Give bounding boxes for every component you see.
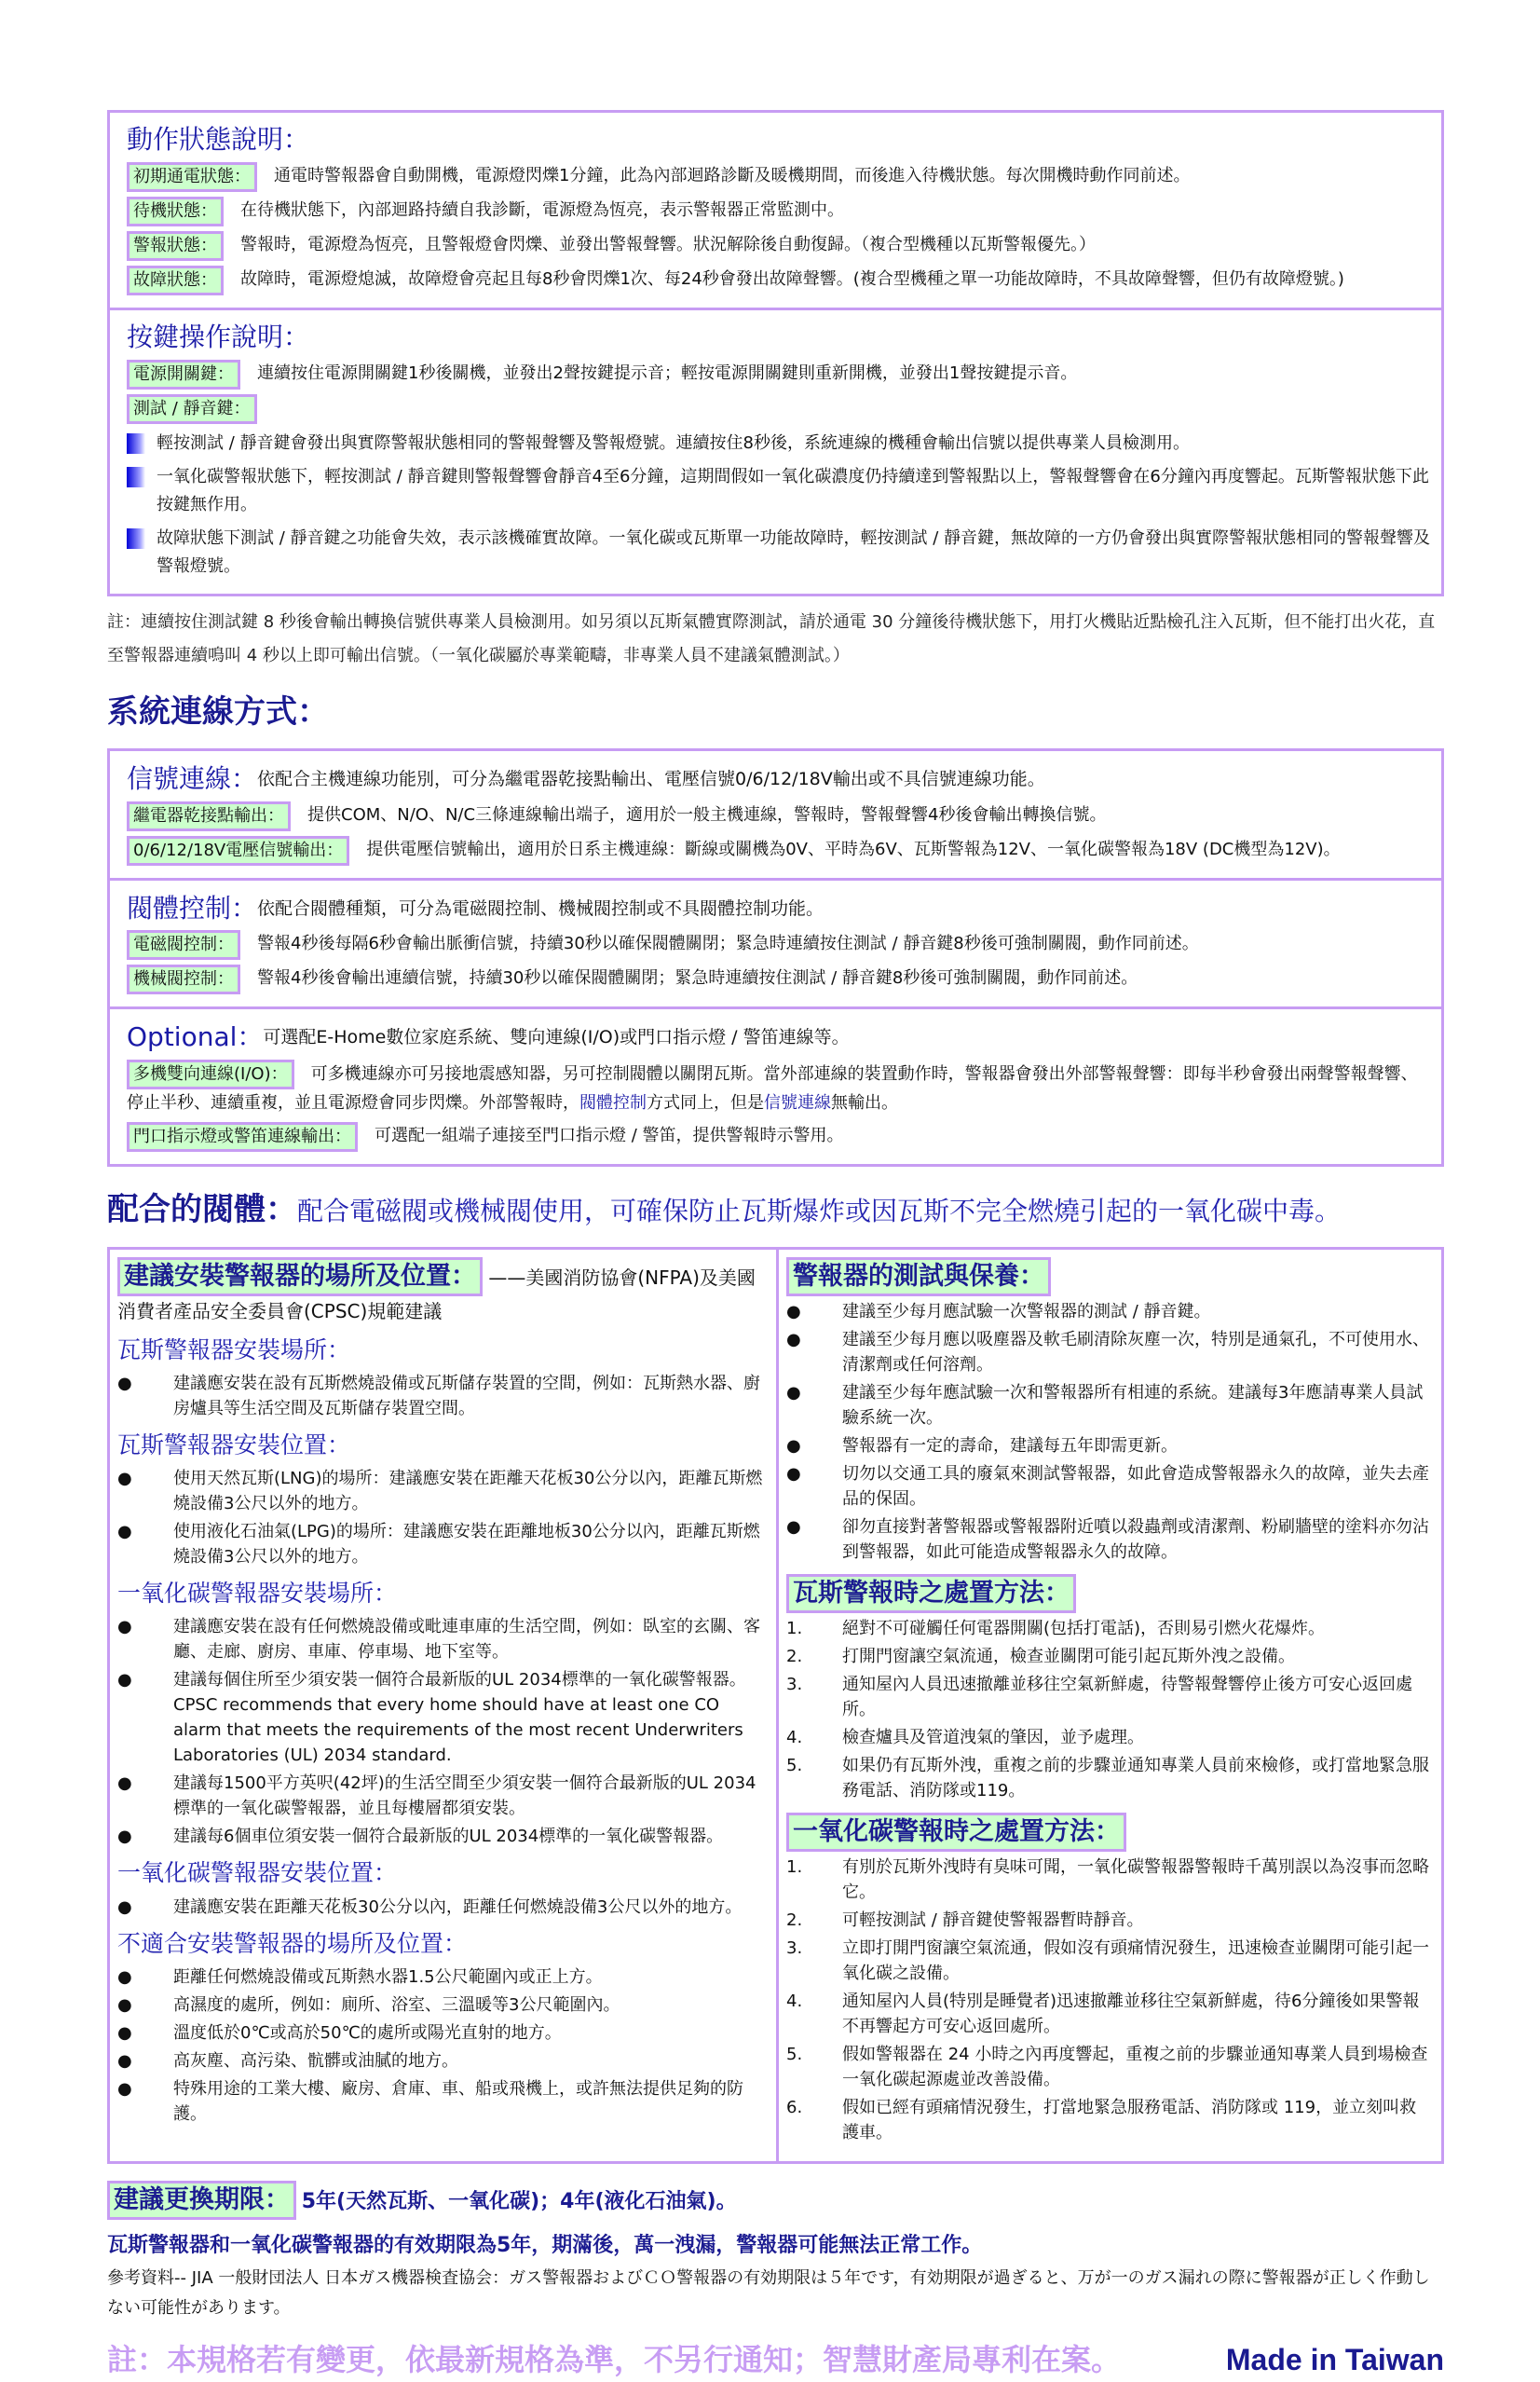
item-text: 建議應安裝在設有任何燃燒設備或毗連車庫的生活空間，例如：臥室的玄關、客廳、走廊、廚房、車庫、停車場、地下室等。 [173, 1617, 760, 1663]
list-item [786, 1327, 1432, 1377]
label-row [127, 231, 1430, 261]
list-item [117, 1964, 767, 1990]
item-text: 特殊用途的工業大樓、廠房、倉庫、車、船或飛機上，或許無法提供足夠的防護。 [173, 2078, 743, 2124]
test-key-label: 測試 / 靜音鍵： [127, 394, 257, 424]
item-text: 建議至少每年應試驗一次和警報器所有相連的系統。建議每3年應請專業人員試驗系統一次。 [842, 1382, 1424, 1428]
item-text: 有別於瓦斯外洩時有臭味可聞，一氧化碳警報器警報時千萬別誤以為沒事而忽略它。 [842, 1856, 1429, 1902]
bullet-icon: ● [117, 1966, 132, 1987]
install-title: 建議安裝警報器的場所及位置： [117, 1257, 483, 1296]
item-number: 5. [786, 2044, 803, 2064]
bullet-text: 輕按測試 / 靜音鍵會發出與實際警報狀態相同的警報聲響及警報燈號。連續按住8秒後，系統連線的機種會輸出信號以提供專業人員檢測用。 [157, 432, 1190, 453]
bullet-icon: ● [117, 1670, 132, 1691]
key-bullet [127, 430, 1430, 458]
bullet-icon: ● [117, 1617, 132, 1637]
item-text: 建議每6個車位須安裝一個符合最新版的UL 2034標準的一氧化碳警報器。 [173, 1827, 724, 1847]
list-item [786, 1725, 1432, 1750]
bullet-icon: ● [786, 1435, 801, 1456]
row-text: 通電時警報器會自動開機，電源燈閃爍1分鐘，此為內部迴路診斷及暖機期間，而後進入待機狀態。每次開機時動作同前述。 [274, 165, 1191, 185]
item-text: 假如已經有頭痛情況發生，打當地緊急服務電話、消防隊或 119，並立刻叫救護車。 [842, 2097, 1417, 2142]
install-subtitle: 瓦斯警報器安裝位置： [117, 1431, 351, 1458]
bullet-icon: ● [117, 1522, 132, 1542]
install-source: ——美國消防協會(NFPA)及美國消費者產品安全委員會(CPSC)規範建議 [117, 1266, 756, 1322]
list-item [786, 1672, 1432, 1722]
item-text: 檢查爐具及管道洩氣的肇因，並予處理。 [842, 1727, 1144, 1747]
list-item [786, 1936, 1432, 1986]
item-text: 建議應安裝在距離天花板30公分以內，距離任何燃燒設備3公尺以外的地方。 [173, 1896, 743, 1917]
item-text: 建議應安裝在設有瓦斯燃燒設備或瓦斯儲存裝置的空間，例如：瓦斯熱水器、廚房爐具等生活空間及瓦斯儲存裝置空間。 [173, 1373, 760, 1418]
bullet-icon: ● [117, 1773, 132, 1794]
valve-match-text: 配合電磁閥或機械閥使用，可確保防止瓦斯爆炸或因瓦斯不完全燃燒引起的一氧化碳中毒。 [297, 1196, 1342, 1227]
bullet-icon: ● [117, 1994, 132, 2015]
item-text: 建議每1500平方英呎(42坪)的生活空間至少須安裝一個符合最新版的UL 2034標準的一氧化碳警報器，並且每樓層都須安裝。 [173, 1773, 756, 1819]
valve-match [107, 1187, 1444, 1233]
bullet-icon: ● [117, 2022, 132, 2043]
reference-text: 參考資料-- JIA 一般財団法人 日本ガス機器検査協会：ガス警報器およびＣＯ警報器の有効期限は５年です，有効期限が過ぎると、万が一のガス漏れの際に警報器が正しく作動しない可能性があります。 [107, 2268, 1430, 2319]
operation-box [107, 110, 1444, 596]
label-row [127, 836, 1430, 866]
item-text: 絕對不可碰觸任何電器開關(包括打電話)，否則易引燃火花爆炸。 [842, 1618, 1326, 1638]
list-item [786, 1989, 1432, 2039]
list-item [786, 1644, 1432, 1669]
row-text: 警報時，電源燈為恆亮，且警報燈會閃爍、並發出警報聲響。狀況解除後自動復歸。（複合型機種以瓦斯警報優先。） [240, 234, 1096, 254]
valve-title: 閥體控制： [127, 892, 258, 924]
square-bullet-icon [127, 528, 145, 549]
item-text: 卻勿直接對著警報器或警報器附近噴以殺蟲劑或清潔劑、粉刷牆壁的塗料亦勿沾到警報器，如此可能造成警報器永久的故障。 [842, 1516, 1429, 1562]
key-bullet [127, 463, 1430, 519]
multi-text-3: 無輸出。 [831, 1093, 898, 1114]
row-label: 初期通電狀態： [127, 162, 257, 192]
item-text: 使用天然瓦斯(LNG)的場所：建議應安裝在距離天花板30公分以內，距離瓦斯燃燒設備3公尺以外的地方。 [173, 1469, 763, 1514]
row-label: 電磁閥控制： [127, 930, 240, 960]
item-text: 高濕度的處所，例如：廁所、浴室、三溫暖等3公尺範圍內。 [173, 1994, 620, 2015]
list-item [786, 1616, 1432, 1641]
item-number: 5. [786, 1755, 803, 1775]
bullet-icon: ● [786, 1382, 801, 1403]
bullet-icon: ● [786, 1329, 801, 1349]
list-item [117, 1614, 767, 1664]
bullet-icon: ● [117, 1373, 132, 1393]
list-item [117, 1466, 767, 1516]
row-label: 0/6/12/18V電壓信號輸出： [127, 836, 349, 866]
row-text: 故障時，電源燈熄滅，故障燈會亮起且每8秒會閃爍1次、每24秒會發出故障聲響。(複合型機種之單一功能故障時，不具故障聲響，但仍有故障燈號。) [240, 268, 1344, 289]
signal-intro: 依配合主機連線功能別，可分為繼電器乾接點輸出、電壓信號0/6/12/18V輸出或不具信號連線功能。 [257, 768, 1045, 789]
valve-intro: 依配合閥體種類，可分為電磁閥控制、機械閥控制或不具閥體控制功能。 [257, 897, 825, 919]
label-row [127, 266, 1430, 295]
multi-text: 可多機連線亦可另接地震感知器，另可控制閥體以關閉瓦斯。當外部連線的裝置動作時，警報器會發出外部警報聲響：即每半秒會發出兩聲警報聲響、停止半秒、連續重複，並且電源燈會同步閃爍。外部警報時， [127, 1064, 1418, 1114]
list-item [117, 1519, 767, 1569]
spec-page [107, 110, 1444, 2382]
row-text: 警報4秒後每隔6秒會輸出脈衝信號，持續30秒以確保閥體關閉；緊急時連續按住測試 / 靜音鍵8秒後可強制關閥，動作同前述。 [257, 934, 1199, 954]
item-text: 高灰塵、高污染、骯髒或油膩的地方。 [173, 2050, 458, 2071]
system-title: 系統連線方式： [107, 692, 329, 731]
made-in-taiwan: Made in Taiwan [1225, 2343, 1444, 2377]
key-bullet [127, 525, 1430, 581]
list-item [786, 1461, 1432, 1512]
list-item [786, 2095, 1432, 2145]
list-item [786, 1514, 1432, 1565]
replace-label: 建議更換期限： [107, 2181, 296, 2220]
list-item [117, 1895, 767, 1920]
item-text: 建議至少每月應以吸塵器及軟毛刷清除灰塵一次，特別是通氣孔，不可使用水、清潔劑或任何溶劑。 [842, 1329, 1429, 1375]
item-text: 打開門窗讓空氣流通，檢查並關閉可能引起瓦斯外洩之設備。 [842, 1646, 1295, 1666]
row-label: 繼電器乾接點輸出： [127, 801, 291, 831]
item-number: 1. [786, 1856, 803, 1877]
label-row [127, 930, 1430, 960]
row-text: 提供電壓信號輸出，適用於日系主機連線：斷線或關機為0V、平時為6V、瓦斯警報為12V、一氧化碳警報為18V (DC機型為12V)。 [366, 839, 1341, 859]
replace-text: 5年(天然瓦斯、一氧化碳)；4年(液化石油氣)。 [301, 2189, 737, 2213]
item-number: 6. [786, 2097, 803, 2117]
item-number: 1. [786, 1618, 803, 1638]
list-item [786, 1855, 1432, 1905]
item-text: 警報器有一定的壽命，建議每五年即需更新。 [842, 1435, 1178, 1456]
door-label: 門口指示燈或警笛連線輸出： [127, 1122, 358, 1152]
list-item [786, 1753, 1432, 1803]
item-text: 切勿以交通工具的廢氣來測試警報器，如此會造成警報器永久的故障，並失去產品的保固。 [842, 1463, 1429, 1509]
co-alarm-title: 一氧化碳警報時之處置方法： [786, 1813, 1126, 1852]
operation-section [110, 113, 1441, 310]
system-box [107, 748, 1444, 1167]
test-note: 註：連續按住測試鍵 8 秒後會輸出轉換信號供專業人員檢測用。如另須以瓦斯氣體實際測試，請於通電 30 分鐘後待機狀態下，用打火機貼近點檢孔注入瓦斯，但不能打出火花，直至警報器連續鳴叫 4 秒以上即可輸出信號。（一氧化碳屬於專業範疇，非專業人員不建議氣體測試。） [107, 611, 1436, 665]
bullet-icon: ● [117, 2050, 132, 2071]
keys-title: 按鍵操作說明： [127, 321, 310, 352]
list-item [786, 1433, 1432, 1458]
item-text: 建議每個住所至少須安裝一個符合最新版的UL 2034標準的一氧化碳警報器。 CPSC recommends that every home should have at least one CO alarm that meets the requirements of the most recent Underwriters Laboratories (UL) 2034 standard. [173, 1670, 746, 1766]
bullet-icon: ● [117, 1896, 132, 1917]
row-label: 故障狀態： [127, 266, 224, 295]
bullet-text: 一氧化碳警報狀態下，輕按測試 / 靜音鍵則警報聲響會靜音4至6分鐘，這期間假如一氧化碳濃度仍持續達到警報點以上，警報聲響會在6分鐘內再度響起。瓦斯警報狀態下此按鍵無作用。 [157, 466, 1429, 514]
install-subtitle: 瓦斯警報器安裝場所： [117, 1335, 351, 1363]
keys-section [110, 310, 1441, 594]
list-item [117, 2076, 767, 2127]
item-number: 3. [786, 1674, 803, 1694]
multi-label: 多機雙向連線(I/O)： [127, 1060, 294, 1089]
list-item [786, 2042, 1432, 2092]
label-row [127, 162, 1430, 192]
door-text: 可選配一組端子連接至門口指示燈 / 警笛，提供警報時示警用。 [375, 1126, 844, 1146]
list-item [786, 1299, 1432, 1324]
expiry-text: 瓦斯警報器和一氧化碳警報器的有效期限為5年，期滿後，萬一洩漏，警報器可能無法正常工作。 [107, 2233, 983, 2257]
bullet-icon: ● [786, 1463, 801, 1484]
list-item [786, 1380, 1432, 1431]
item-number: 2. [786, 1646, 803, 1666]
guidance-columns [107, 1247, 1444, 2164]
label-row [127, 965, 1430, 994]
care-column [779, 1250, 1441, 2161]
item-text: 使用液化石油氣(LPG)的場所：建議應安裝在距離地板30公分以內，距離瓦斯燃燒設備3公尺以外的地方。 [173, 1522, 760, 1567]
gas-alarm-title: 瓦斯警報時之處置方法： [786, 1574, 1076, 1613]
bullet-icon: ● [117, 1469, 132, 1489]
install-column [110, 1250, 779, 2161]
power-key-label: 電源開關鍵： [127, 360, 240, 390]
item-text: 立即打開門窗讓空氣流通，假如沒有頭痛情況發生，迅速檢查並關閉可能引起一氧化碳之設備。 [842, 1937, 1429, 1983]
optional-section [110, 1009, 1441, 1164]
row-text: 警報4秒後會輸出連續信號，持續30秒以確保閥體關閉；緊急時連續按住測試 / 靜音鍵8秒後可強制關閥，動作同前述。 [257, 968, 1138, 989]
label-row [127, 801, 1430, 831]
list-item [117, 1824, 767, 1849]
square-bullet-icon [127, 467, 145, 487]
maintenance-title: 警報器的測試與保養： [786, 1257, 1051, 1296]
item-text: 可輕按測試 / 靜音鍵使警報器暫時靜音。 [842, 1910, 1144, 1930]
row-label: 待機狀態： [127, 197, 224, 226]
row-text: 在待機狀態下，內部迴路持續自我診斷，電源燈為恆亮，表示警報器正常監測中。 [240, 199, 844, 220]
row-text: 提供COM、N/O、N/C三條連線輸出端子，適用於一般主機連線，警報時，警報聲響4秒後會輸出轉換信號。 [307, 804, 1107, 825]
signal-section [110, 751, 1441, 881]
item-number: 3. [786, 1937, 803, 1958]
item-number: 4. [786, 1727, 803, 1747]
operation-title: 動作狀態說明： [127, 124, 310, 155]
label-row [127, 197, 1430, 226]
item-text: 通知屋內人員迅速撤離並移往空氣新鮮處，待警報聲響停止後方可安心返回處所。 [842, 1674, 1412, 1719]
item-text: 如果仍有瓦斯外洩，重複之前的步驟並通知專業人員前來檢修，或打當地緊急服務電話、消防隊或119。 [842, 1755, 1429, 1800]
multi-row [127, 1060, 1430, 1117]
footer-notice: 註：本規格若有變更，依最新規格為準，不另行通知；智慧財產局專利在案。 [107, 2342, 1122, 2378]
install-subtitle: 一氧化碳警報器安裝場所： [117, 1580, 398, 1608]
power-key-text: 連續按住電源開關鍵1秒後關機，並發出2聲按鍵提示音；輕按電源開關鍵則重新開機，並發出1聲按鍵提示音。 [257, 363, 1078, 383]
list-item [117, 2020, 767, 2046]
bullet-text: 故障狀態下測試 / 靜音鍵之功能會失效，表示該機確實故障。一氧化碳或瓦斯單一功能故障時，輕按測試 / 靜音鍵，無故障的一方仍會發出與實際警報狀態相同的警報聲響及警報燈號。 [157, 527, 1431, 576]
list-item [117, 1371, 767, 1421]
valve-control-link[interactable]: 閥體控制 [579, 1093, 647, 1114]
bullet-icon: ● [117, 1827, 132, 1847]
install-subtitle: 一氧化碳警報器安裝位置： [117, 1859, 398, 1887]
signal-link[interactable]: 信號連線 [764, 1093, 831, 1114]
bullet-icon: ● [786, 1301, 801, 1321]
item-text: 通知屋內人員(特別是睡覺者)迅速撤離並移往空氣新鮮處，待6分鐘後如果警報不再響起方可安心返回處所。 [842, 1991, 1420, 2036]
item-text: 建議至少每月應試驗一次警報器的測試 / 靜音鍵。 [842, 1301, 1211, 1321]
install-subtitle: 不適合安裝警報器的場所及位置： [117, 1929, 468, 1957]
item-text: 假如警報器在 24 小時之內再度響起，重複之前的步驟並通知專業人員到場檢查一氧化碳起源處並改善設備。 [842, 2044, 1428, 2089]
valve-section [110, 881, 1441, 1010]
square-bullet-icon [127, 433, 145, 454]
item-text: 距離任何燃燒設備或瓦斯熱水器1.5公尺範圍內或正上方。 [173, 1966, 603, 1987]
item-number: 4. [786, 1991, 803, 2011]
signal-title: 信號連線： [127, 762, 258, 794]
item-text: 溫度低於0℃或高於50℃的處所或陽光直射的地方。 [173, 2022, 562, 2043]
list-item [117, 1992, 767, 2018]
row-label: 警報狀態： [127, 231, 224, 261]
multi-text-2: 方式同上，但是 [647, 1093, 764, 1114]
valve-match-title: 配合的閥體： [107, 1191, 297, 1229]
list-item [117, 1771, 767, 1821]
item-number: 2. [786, 1910, 803, 1930]
list-item [786, 1908, 1432, 1933]
bullet-icon: ● [117, 2078, 132, 2099]
optional-intro: 可選配E-Home數位家庭系統、雙向連線(I/O)或門口指示燈 / 警笛連線等。 [263, 1027, 850, 1048]
bullet-icon: ● [786, 1516, 801, 1537]
replacement-info [107, 2181, 1444, 2382]
list-item [117, 2048, 767, 2074]
optional-title: Optional： [127, 1021, 264, 1053]
list-item [117, 1667, 767, 1768]
row-label: 機械閥控制： [127, 965, 240, 994]
